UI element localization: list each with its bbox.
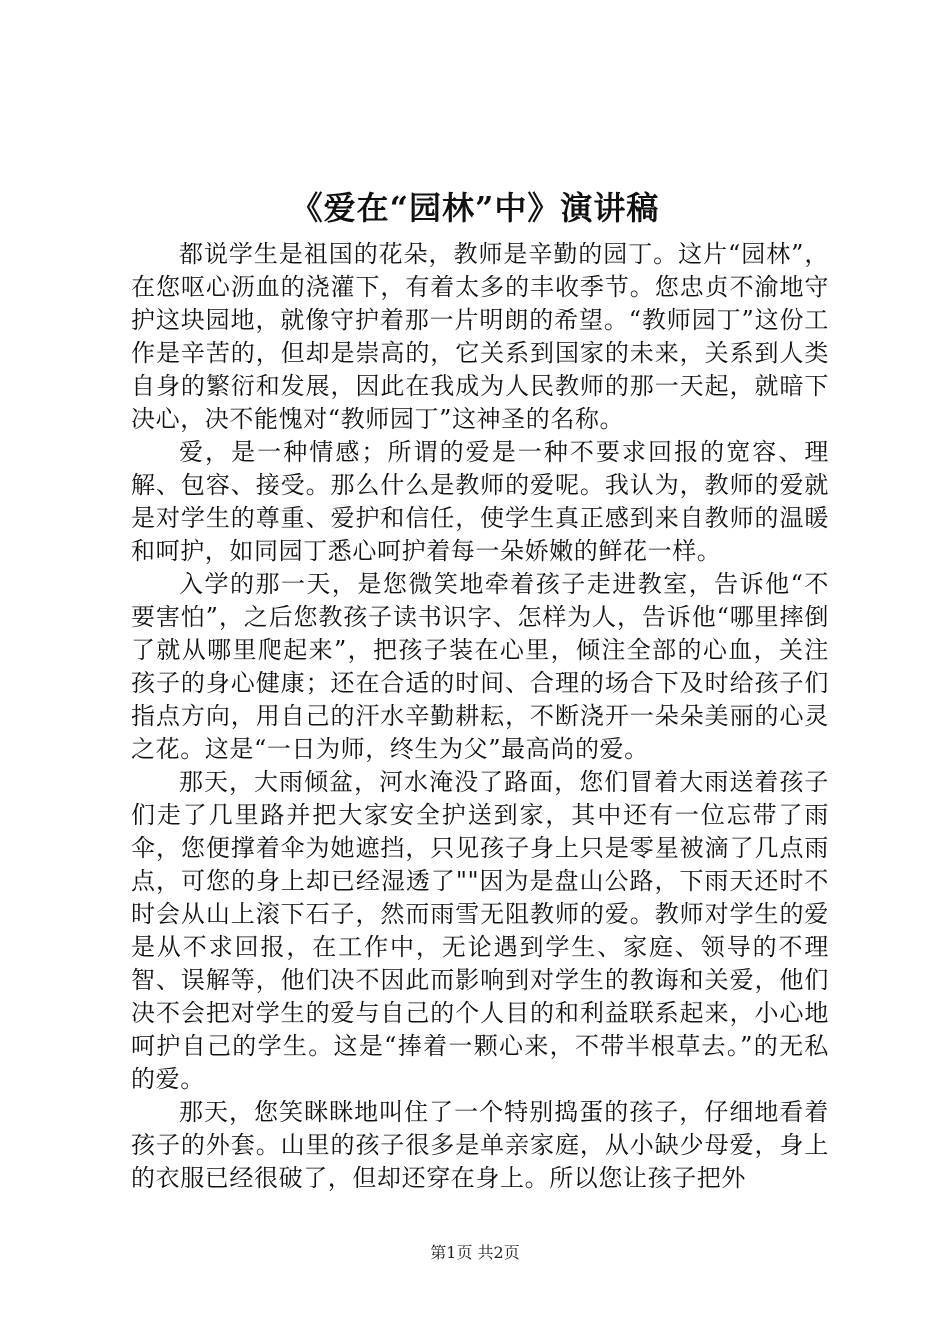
document-title: 《爱在“园林”中》演讲稿 — [290, 189, 660, 227]
paragraph: 爱，是一种情感；所谓的爱是一种不要求回报的宽容、理解、包容、接受。那么什么是教师的爱呢。我认为，教师的爱就是对学生的尊重、爱护和信任，使学生真正感到来自教师的温暖和呵护，如同园丁悉心呵护着每一朵娇嫩的鲜花一样。 — [131, 438, 829, 565]
page-number-footer: 第1页 共2页 — [430, 1243, 520, 1262]
paragraph: 那天，大雨倾盆，河水淹没了路面，您们冒着大雨送着孩子们走了几里路并把大家安全护送到家，其中还有一位忘带了雨伞，您便撑着伞为她遮挡，只见孩子身上只是零星被滴了几点雨点，可您的身上却已经湿透了""因为是盘山公路，下雨天还时不时会从山上滚下石子，然而雨雪无阻教师的爱。教师对学生的爱是从不求回报，在工作中，无论遇到学生、家庭、领导的不理智、误解等，他们决不因此而影响到对学生的教诲和关爱，他们决不会把对学生的爱与自己的个人目的和利益联系起来，小心地呵护自己的学生。这是“捧着一颗心来，不带半根草去。”的无私的爱。 — [131, 768, 829, 1093]
paragraph: 入学的那一天，是您微笑地牵着孩子走进教室，告诉他“不要害怕”，之后您教孩子读书识字、怎样为人，告诉他“哪里摔倒了就从哪里爬起来”，把孩子装在心里，倾注全部的心血，关注孩子的身心健康；还在合适的时间、合理的场合下及时给孩子们指点方向，用自己的汗水辛勤耕耘，不断浇开一朵朵美丽的心灵之花。这是“一日为师，终生为父”最高尚的爱。 — [131, 570, 829, 763]
paragraph: 那天，您笑眯眯地叫住了一个特别捣蛋的孩子，仔细地看着孩子的外套。山里的孩子很多是单亲家庭，从小缺少母爱，身上的衣服已经很破了，但却还穿在身上。所以您让孩子把外 — [131, 1098, 829, 1192]
document-body — [131, 238, 829, 1195]
paragraph: 都说学生是祖国的花朵，教师是辛勤的园丁。这片“园林”，在您呕心沥血的浇灌下，有着太多的丰收季节。您忠贞不渝地守护这块园地，就像守护着那一片明朗的希望。“教师园丁”这份工作是辛苦的，但却是崇高的，它关系到国家的未来，关系到人类自身的繁衍和发展，因此在我成为人民教师的那一天起，就暗下决心，决不能愧对“教师园丁”这神圣的名称。 — [131, 240, 829, 433]
